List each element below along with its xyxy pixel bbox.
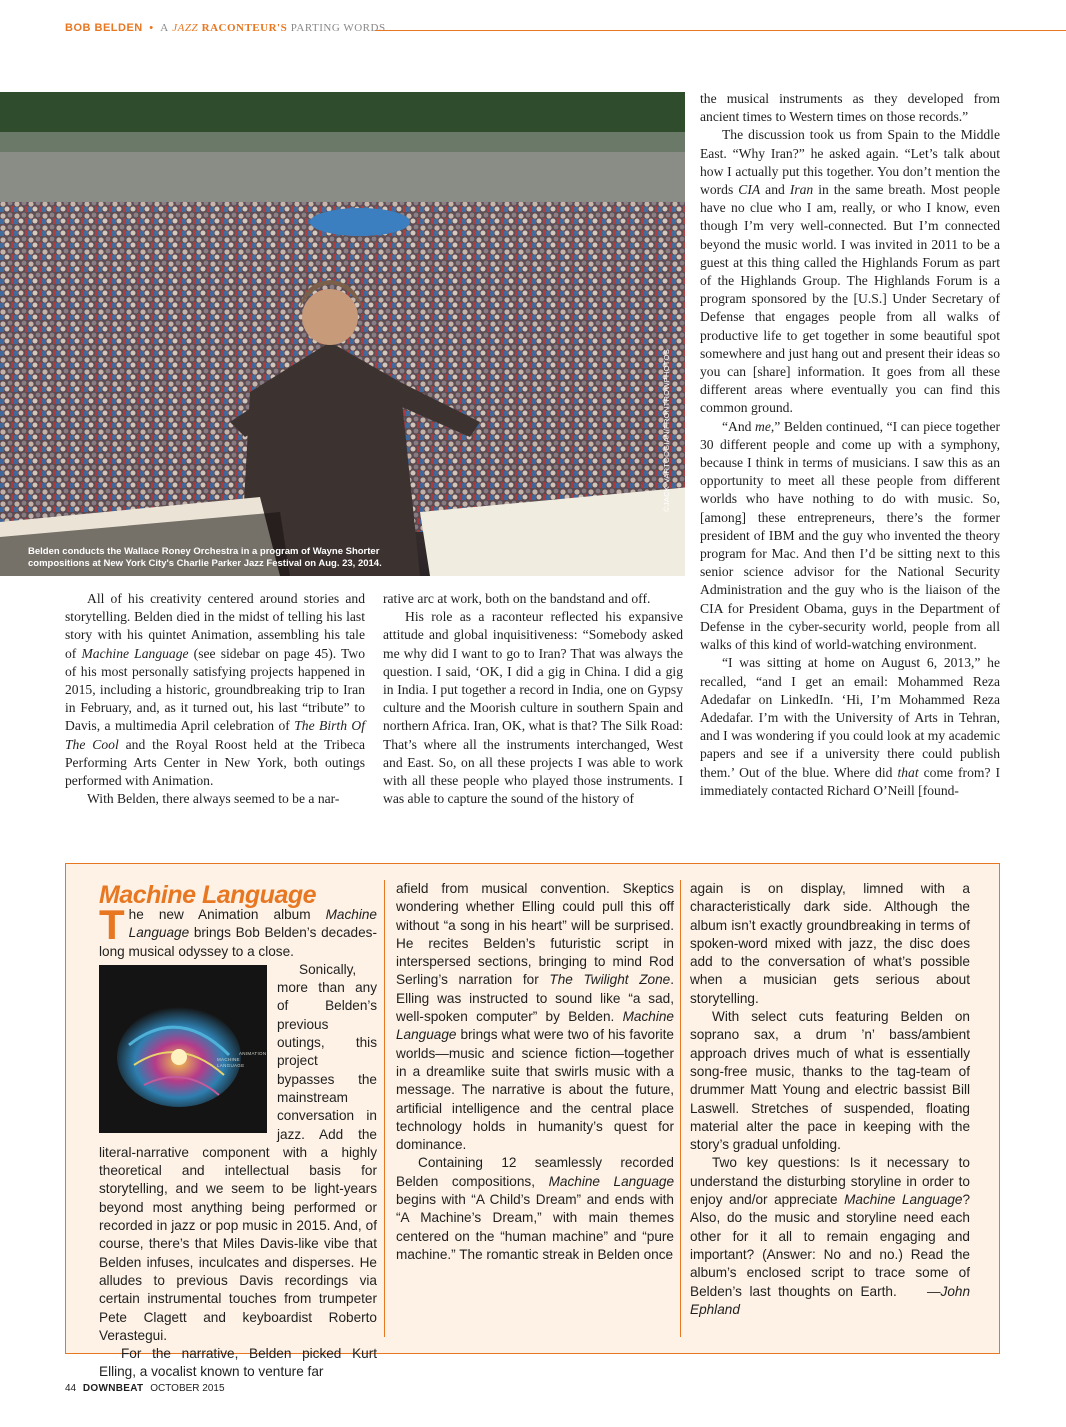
reviewer-signature: —John Ephland <box>690 1283 971 1317</box>
concert-illustration <box>0 92 685 576</box>
issue-date: OCTOBER 2015 <box>150 1383 225 1394</box>
article-paragraph: rative arc at work, both on the bandstand and off. <box>383 591 651 606</box>
sidebar-paragraph: For the narrative, Belden picked Kurt Elling, a vocalist known to venture far <box>99 1346 377 1380</box>
header-raconteur: RACONTEUR'S <box>201 22 288 34</box>
header-a: A <box>160 22 169 34</box>
article-paragraph: All of his creativity centered around stories and storytelling. Belden died in the midst of telling his last story with his quintet Animation, assembling his tale of Machine Language (see sidebar on page 45). Two of his most personally satisfying projects happened in 2015, including a historic, groundbreaking trip to Iran in February, and, as it turned out, his last “tribute” to Davis, a multimedia April celebration of The Birth Of The Cool and the Royal Roost held at the Tribeca Performing Arts Center in New York, both outings performed with Animation. <box>65 591 365 789</box>
page-footer <box>65 1383 225 1394</box>
sidebar-title: Machine Language <box>99 881 317 909</box>
magazine-name: DOWNBEAT <box>82 1383 144 1394</box>
page-number: 44 <box>65 1383 77 1394</box>
article-paragraph: the musical instruments as they developed from ancient times to Western times on those records.” <box>700 91 1000 125</box>
header-label <box>65 22 386 34</box>
sidebar-paragraph: Two key questions: Is it necessary to understand the disturbing storyline in order to enjoy and/or appreciate Machine Language? Also, do the music and storyline need each other for it all to remain engaging and important? (Answer: No and no.) Read the album’s enclosed script to trace some of Belden’s last thoughts on Earth. —John Ephland <box>690 1155 971 1317</box>
article-paragraph: “I was sitting at home on August 6, 2013,” he recalled, “and I get an email: Mohammed Reza Adedafar on LinkedIn. ‘Hi, I’m Mohammed Reza Adedafar. I’m with the University of Arts in Tehran, and I was wondering if you could look at my academic papers and see if a university there could publish them.’ Out of the blue. Where did that come from? I immediately contacted Richard O’Neill [found- <box>700 655 1001 798</box>
header-jazz: JAZZ <box>172 22 199 34</box>
sidebar-paragraph: The new Animation album Machine Language brings Bob Belden’s decades-long musical odyssey to a close. <box>99 901 377 959</box>
header-rule <box>375 30 1066 31</box>
header-separator: • <box>149 22 154 34</box>
column-divider <box>680 880 681 1337</box>
sidebar-paragraph: again is on display, limned with a characteristically dark side. Although the album isn’t exactly groundbreaking in terms of spoken-word mixed with jazz, the disc does add to the conversation of what’s possible when a musician gets serious about storytelling. <box>690 881 970 1006</box>
album-text: ANIMATION MACHINE LANGUAGE <box>217 1050 267 1068</box>
column-divider <box>384 880 385 1337</box>
sidebar-paragraph: With select cuts featuring Belden on soprano sax, a drum ’n’ bass/ambient approach drives much of what is essentially song-free music, thanks to the tag-team of drummer Matt Young and electric bassist Bill Laswell. Stretches of suspended, floating material alter the pace in keeping with the story’s gradual unfolding. <box>690 1009 970 1153</box>
concert-photo <box>0 92 685 576</box>
article-paragraph: “And me,” Belden continued, “I can piece together 30 different people and come up with a symphony, because I think in terms of musicians. I saw this as an opportunity to meet all these people from different worlds who have nothing to do with music. So, [among] these entrepreneurs, there’s the former president of IBM and the guy who invented the theory program for Mac. And then I’d be sitting next to this senior science advisor for the National Security Administration and the guy who is the liaison of the CIA for President Obama, guys in the Department of Defense in the cyber-security world, people from all walks of this kind of world-watching environment. <box>700 418 1001 653</box>
article-paragraph: With Belden, there always seemed to be a nar- <box>87 791 340 807</box>
sidebar-column-1 <box>99 880 377 1382</box>
sidebar-paragraph: ANIMATION MACHINE LANGUAGE Sonically, more than any of Belden’s previous outings, this project bypasses the mainstream conversation in jazz. Add the literal-narrative component with a highly theoretical and intellectual basis for storytelling, and we seem to be light-years beyond most anything being performed or recorded in jazz or pop music in 2015. And, of course, there’s that Miles Davis-like vibe that Belden infuses, inculcates and disperses. He alludes to previous Davis recordings via certain instrumental touches from trumpeter Pete Clagett and keyboardist Roberto Verastegui. <box>99 961 377 1343</box>
album-cover <box>99 965 267 1133</box>
sidebar-column-3 <box>690 880 970 1319</box>
article-paragraph: His role as a raconteur reflected his expansive attitude and global inquisitiveness: “Somebody asked me why did I want to go to Iran? That was always the question. I said, ‘OK, I did a gig in China. I did a gig in India. I put together a record in India, one on Gypsy culture and the Moorish culture in southern Spain and northern Africa. Iran, OK, what is that? The Silk Road: That’s where all the instruments interchanged, West and East. So, on all these projects I was able to work with all these people who played those instruments. I was able to capture the sound of the history of <box>383 609 683 807</box>
sidebar-paragraph: afield from musical convention. Skeptics wondering whether Elling could pull this off without “a song in his heart” will be surprised. He recites Belden’s futuristic script in interspersed sections, bringing to mind Rod Serling’s narration for The Twilight Zone. Elling was instructed to sound like “a sad, well-spoken computer” by Belden. Machine Language brings what were two of his favorite worlds—music and science fiction—together in a dreamlike suite that swirls music with a message. The narrative is about the future, artificial intelligence and the central place technology holds in humanity’s quest for dominance. <box>396 881 674 1153</box>
running-header <box>0 22 1066 42</box>
sidebar-column-2 <box>396 880 674 1264</box>
header-rest: PARTING WORDS <box>290 22 386 34</box>
album-cover-art <box>99 965 267 1133</box>
photo-caption: Belden conducts the Wallace Roney Orchestra in a program of Wayne Shorter compositions at New York City's Charlie Parker Jazz Festival on Aug. 23, 2014. <box>28 546 382 569</box>
article-paragraph: The discussion took us from Spain to the Middle East. “Why Iran?” he asked again. “Let’s talk about how I actually put this together. You don’t mention the words CIA and Iran in the same breath. Most people have no clue who I am, really, or who I know, even though I’m very well-connected. But I’m connected beyond the music world. I was invited in 2011 to be a guest at this thing called the Highlands Forum as part of the Highlands Group. The Highlands Forum is a program sponsored by the [U.S.] Under Secretary of Defense that engages people from all walks of productive life to get together in some beautiful spot somewhere and just hang out and present their ideas so you can [share] information. It goes from all these different areas where eventually you can find this common ground. <box>700 127 1000 416</box>
sidebar-paragraph: Containing 12 seamlessly recorded Belden compositions, Machine Language begins with “A Child’s Dream” and ends with “A Machine’s Dream,” with main themes centered on the “human machine” and “pure machine.” The romantic streak in Belden once <box>396 1155 675 1262</box>
header-name: BOB BELDEN <box>65 22 143 34</box>
article-column-2 <box>383 590 683 808</box>
drop-cap: T <box>99 901 125 948</box>
photo-credit: ©JACK VARTOOGIAN/FRONTROWPHOTOS <box>662 348 671 512</box>
article-column-3 <box>700 90 1000 800</box>
review-sidebar <box>65 863 1000 1380</box>
article-column-1 <box>65 590 365 808</box>
